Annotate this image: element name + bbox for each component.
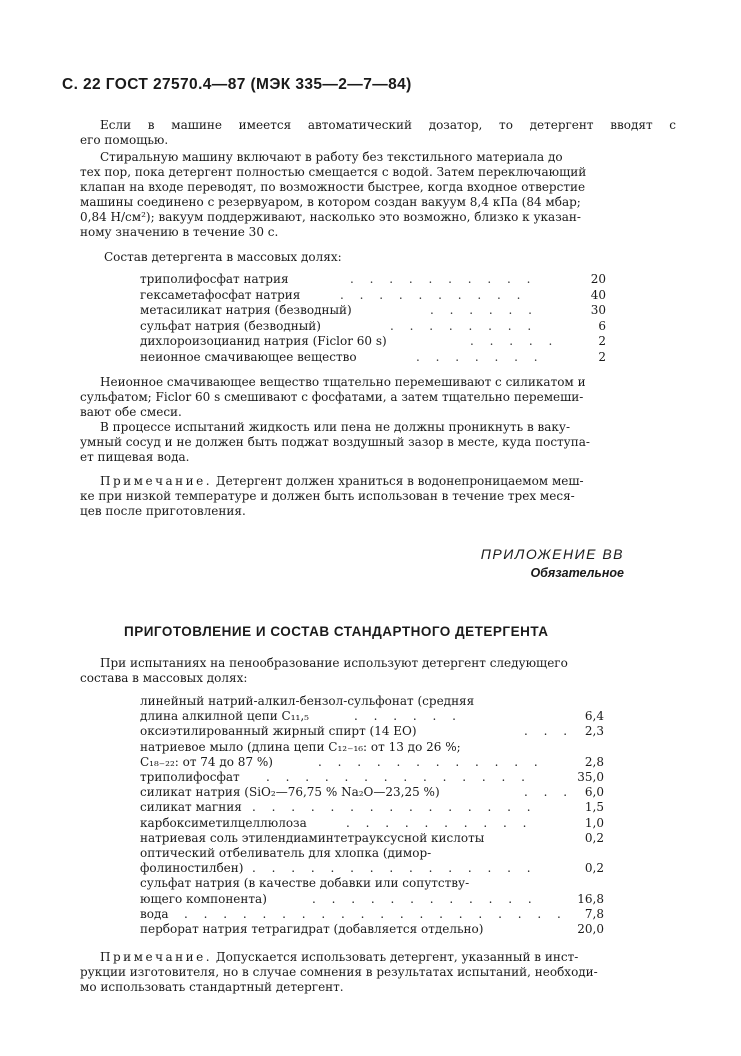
text-line: сульфатом; Ficlor 60 s смешивают с фосфатами, а затем тщательно перемеши- <box>80 390 584 404</box>
ingredient-name: метасиликат натрия (безводный) <box>140 303 352 317</box>
ingredient-name: линейный натрий-алкил-бензол-сульфонат (средняя <box>140 694 475 708</box>
list-item: карбоксиметилцеллюлоза . . . . . . . . . . 1,0 <box>140 815 604 830</box>
ingredient-value: 0,2 <box>584 861 604 876</box>
text-line: Неионное смачивающее вещество тщательно перемешивают с силикатом и <box>100 375 586 389</box>
ingredient-name: неионное смачивающее вещество <box>140 349 357 364</box>
paragraph-mixing <box>80 375 676 420</box>
ingredient-name: длина алкилной цепи C₁₁,₅ <box>140 709 309 724</box>
ingredient-name: сульфат натрия (в качестве добавки или сопутству- <box>140 876 470 891</box>
ingredient-value: 35,0 <box>577 769 604 784</box>
paragraph-vacuum <box>80 420 676 465</box>
list-item <box>140 831 604 846</box>
list-item: сульфат натрия (безводный) . . . . . . . . 6 <box>140 318 606 333</box>
ingredient-name: оптический отбеливатель для хлопка (димор- <box>140 845 432 860</box>
text-line: машины соединено с резервуаром, в котором создан вакуум 8,4 кПа (84 мбар; <box>80 195 581 209</box>
list-item: оксиэтилированный жирный спирт (14 ЕО) . . . 2,3 <box>140 724 604 739</box>
list-item: силикат магния . . . . . . . . . . . . . . . 1,5 <box>140 800 604 815</box>
ingredient-value: 7,8 <box>584 906 604 921</box>
text-line: Если в машине имеется автоматический дозатор, то детергент вводят с <box>100 118 676 132</box>
ingredient-value: 30 <box>590 303 606 317</box>
text-line: Примечание. Допускается использовать детергент, указанный в инст- <box>100 950 579 964</box>
text-line: тех пор, пока детергент полностью смещается с водой. Затем переключающий <box>80 165 587 179</box>
paragraph-foam-test <box>80 656 676 686</box>
ingredient-name: триполифосфат натрия <box>140 272 289 286</box>
ingredient-value: 20,0 <box>577 921 604 936</box>
text-line: ке при низкой температуре и должен быть использован в течение трех меся- <box>80 489 575 503</box>
ingredient-name: вода <box>140 906 169 921</box>
text-line: ет пищевая вода. <box>80 450 190 464</box>
ingredient-value: 6 <box>598 318 606 333</box>
text-line: мо использовать стандартный детергент. <box>80 980 344 994</box>
ingredient-name: перборат натрия тетрагидрат (добавляется отдельно) <box>140 921 484 936</box>
note-standard-detergent <box>80 950 676 995</box>
list-item: триполифосфат . . . . . . . . . . . . . . 35,0 <box>140 769 604 784</box>
composition-list-2 <box>140 694 604 937</box>
list-item: гексаметафосфат натрия . . . . . . . . . . 40 <box>140 287 606 302</box>
list-item: неионное смачивающее вещество . . . . . . . 2 <box>140 349 606 364</box>
paragraph-dispenser <box>80 118 676 148</box>
text-line: ному значению в течение 30 с. <box>80 225 279 239</box>
ingredient-name: оксиэтилированный жирный спирт (14 ЕО) <box>140 724 417 739</box>
list-item: оптический отбеливатель для хлопка (димор- фолиностилбен) . . . . . . . . . . . . . . . 0,2 <box>140 845 604 876</box>
text-line: Примечание. Детергент должен храниться в водонепроницаемом меш- <box>100 474 584 488</box>
composition-lead: Состав детергента в массовых долях: <box>104 250 342 264</box>
text-line: 0,84 Н/см²); вакуум поддерживают, насколько это возможно, близко к указан- <box>80 210 581 224</box>
ingredient-name: дихлороизоцианид натрия (Ficlor 60 s) <box>140 334 387 348</box>
ingredient-name: натриевая соль этилендиаминтетрауксусной кислоты <box>140 830 485 845</box>
appendix-status: Обязательное <box>530 566 624 580</box>
list-item: вода . . . . . . . . . . . . . . . . . . . . 7,8 <box>140 906 604 921</box>
list-item: сульфат натрия (в качестве добавки или сопутству- ющего компонента) . . . . . . . . . . . . 16,8 <box>140 876 604 906</box>
ingredient-value: 2,3 <box>584 724 604 739</box>
text-line: рукции изготовителя, но в случае сомнения в результатах испытаний, необходи- <box>80 965 598 979</box>
text-line: Стиральную машину включают в работу без текстильного материала до <box>100 150 563 164</box>
ingredient-value: 6,0 <box>584 785 604 800</box>
list-item: натриевое мыло (длина цепи C₁₂₋₁₆: от 13 до 26 %; C₁₈₋₂₂: от 74 до 87 %) . . . . . . . . . . . . 2,8 <box>140 739 604 769</box>
list-item: линейный натрий-алкил-бензол-сульфонат (средняя длина алкилной цепи C₁₁,₅ . . . . . . 6,4 <box>140 694 604 724</box>
ingredient-name: гексаметафосфат натрия <box>140 287 301 302</box>
ingredient-name: ющего компонента) <box>140 891 267 906</box>
list-item: триполифосфат натрия . . . . . . . . . . 20 <box>140 272 606 286</box>
ingredient-name: триполифосфат <box>140 769 240 784</box>
ingredient-value: 1,0 <box>584 815 604 830</box>
ingredient-name: силикат натрия (SiO₂—76,75 % Na₂O—23,25 %) <box>140 785 440 800</box>
ingredient-name: силикат магния <box>140 800 242 815</box>
ingredient-name: фолиностилбен) <box>140 861 244 876</box>
text-line: умный сосуд и не должен быть поджат воздушный зазор в месте, куда поступа- <box>80 435 590 449</box>
ingredient-value: 2,8 <box>584 754 604 769</box>
text-line: вают обе смеси. <box>80 405 182 419</box>
paragraph-procedure <box>80 150 676 240</box>
list-item: силикат натрия (SiO₂—76,75 % Na₂O—23,25 %) . . . 6,0 <box>140 785 604 800</box>
text-line: клапан на входе переводят, по возможности быстрее, когда входное отверстие <box>80 180 586 194</box>
ingredient-value: 2 <box>598 334 606 348</box>
text-line: его помощью. <box>80 133 169 147</box>
ingredient-name: карбоксиметилцеллюлоза <box>140 815 307 830</box>
ingredient-value: 2 <box>598 349 606 364</box>
ingredient-value: 40 <box>590 287 606 302</box>
ingredient-value: 0,2 <box>584 830 604 845</box>
list-item: метасиликат натрия (безводный) . . . . . . 30 <box>140 303 606 317</box>
note-storage <box>80 474 676 519</box>
composition-list-1 <box>140 272 606 365</box>
note-label: Примечание. <box>100 950 213 964</box>
ingredient-value: 20 <box>590 272 606 286</box>
text-line: цев после приготовления. <box>80 504 246 518</box>
list-item: дихлороизоцианид натрия (Ficlor 60 s) . . . . . 2 <box>140 334 606 348</box>
section-title: ПРИГОТОВЛЕНИЕ И СОСТАВ СТАНДАРТНОГО ДЕТЕРГЕНТА <box>124 624 549 639</box>
ingredient-name: натриевое мыло (длина цепи C₁₂₋₁₆: от 13 до 26 %; <box>140 739 461 754</box>
text-line: При испытаниях на пенообразование используют детергент следующего <box>100 656 568 670</box>
page-header: С. 22 ГОСТ 27570.4—87 (МЭК 335—2—7—84) <box>62 76 412 93</box>
text-line: состава в массовых долях: <box>80 671 248 685</box>
ingredient-value: 6,4 <box>584 709 604 724</box>
ingredient-name: сульфат натрия (безводный) <box>140 318 321 333</box>
ingredient-value: 16,8 <box>577 891 604 906</box>
ingredient-name: C₁₈₋₂₂: от 74 до 87 %) <box>140 754 273 769</box>
note-label: Примечание. <box>100 474 213 488</box>
ingredient-value: 1,5 <box>584 800 604 815</box>
text-line: В процессе испытаний жидкость или пена не должны проникнуть в ваку- <box>100 420 571 434</box>
list-item <box>140 922 604 937</box>
appendix-label: ПРИЛОЖЕНИЕ ВВ <box>480 546 624 562</box>
